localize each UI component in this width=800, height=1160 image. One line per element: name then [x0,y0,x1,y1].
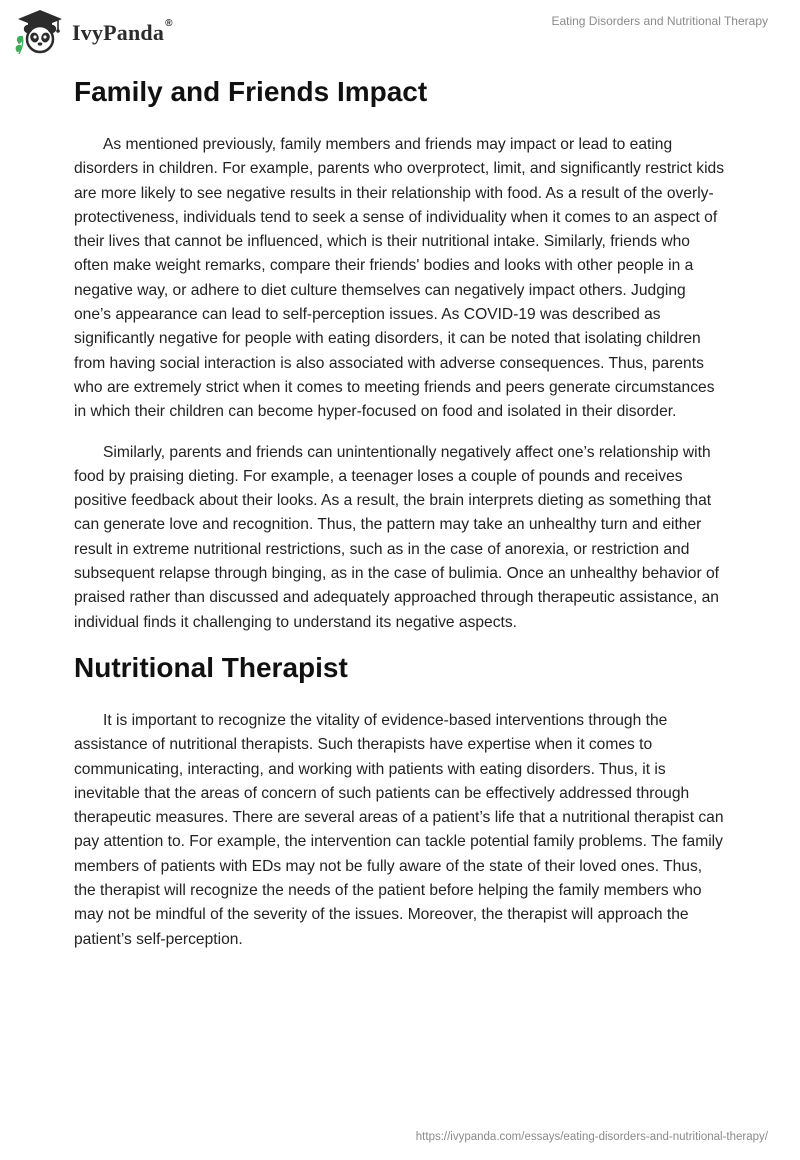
section-heading-family-friends: Family and Friends Impact [74,76,428,107]
page-header [0,0,800,70]
source-url[interactable]: https://ivypanda.com/essays/eating-disorders-and-nutritional-therapy/ [415,1131,768,1143]
panda-graduate-icon [14,8,66,56]
logo-wordmark [72,20,173,46]
logo-name: IvyPanda [72,20,165,45]
paragraph: As mentioned previously, family members and friends may impact or lead to eating disorders in children. For example, parents who overprotect, limit, and significantly restrict kids are more likely to see negative results in their relationship with food. As a result of the overly-protectiveness, individuals tend to seek a sense of individuality when it comes to an aspect of their lives that cannot be influenced, which is their nutritional intake. Similarly, friends who often make weight remarks, compare their friends' bodies and looks with other people in a negative way, or adhere to diet culture themselves can negatively impact others. Judging one’s appearance can lead to self-perception issues. As COVID-19 was described as significantly negative for people with eating disorders, it can be noted that isolating children from having social interaction is also associated with adverse consequences. Thus, parents who are extremely strict when it comes to meeting friends and peers generate circumstances in which their children can become hyper-focused on food and isolated in their disorder. [74,136,725,421]
ivypanda-logo[interactable] [14,8,173,56]
paragraph: It is important to recognize the vitality of evidence-based interventions through the assistance of nutritional therapists. Such therapists have expertise when it comes to communicating, interacting, and working with patients with eating disorders. Thus, it is inevitable that the areas of concern of such patients can be effectively addressed through therapeutic measures. There are several areas of a patient’s life that a nutritional therapist can pay attention to. For example, the intervention can tackle potential family problems. The family members of patients with EDs may not be fully aware of the state of their loved ones. Thus, the therapist will recognize the needs of the patient before helping the family members who may not be mindful of the severity of the issues. Moreover, the therapist will approach the patient’s self-perception. [74,711,724,948]
registered-mark: ® [165,18,173,29]
section-heading-nutritional-therapist: Nutritional Therapist [74,651,348,683]
paragraph: Similarly, parents and friends can unintentionally negatively affect one’s relationship with food by praising dieting. For example, a teenager loses a couple of pounds and receives positive feedback about their looks. As a result, the brain interprets dieting as something that can generate love and recognition. Thus, the pattern may take an unhealthy turn and either result in extreme nutritional restrictions, such as in the case of anorexia, or restriction and subsequent relapse through binging, as in the case of bulimia. Once an unhealthy behavior of praised rather than discussed and adequately approached through therapeutic assistance, an individual finds it challenging to understand its negative aspects. [74,443,719,631]
document-title: Eating Disorders and Nutritional Therapy [551,14,768,28]
essay-content [74,76,726,952]
